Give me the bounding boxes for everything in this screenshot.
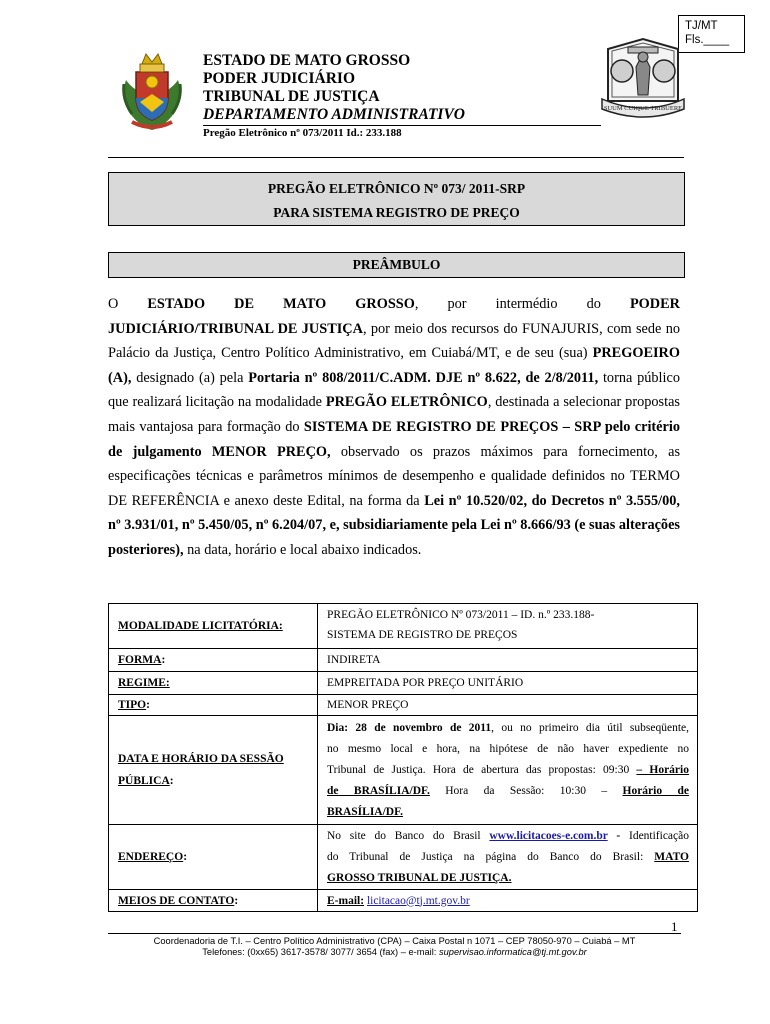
footer-phones: Telefones: (0xx65) 3617-3578/ 3077/ 3654 (fax) – e-mail: — [202, 947, 439, 957]
forma-colon: : — [161, 654, 166, 666]
text-tribunal: JUDICIÁRIO/TRIBUNAL DE JUSTIÇA — [108, 320, 363, 337]
text-funajuris: , por meio dos recursos do FUNAJURIS, com sede no Palácio da Justiça, Centro Político Administrativo, em Cuiabá/MT, e de seu (sua) — [108, 320, 681, 362]
word-por: por — [447, 296, 467, 312]
data-opening-time: Tribunal de Justiça. Hora de abertura das propostas: 09:30 — [327, 763, 637, 776]
forma-label: FORMA — [118, 654, 162, 666]
footer-rule — [108, 933, 681, 934]
text-torna-publico: torna público que realizará licitação na modalidade — [108, 369, 680, 411]
word-o: O — [108, 296, 119, 312]
preambulo-heading: PREÂMBULO — [108, 252, 685, 278]
table-row — [109, 649, 698, 672]
table-row — [109, 825, 698, 890]
footer-address: Coordenadoria de T.I. – Centro Político Administrativo (CPA) – Caixa Postal n 1071 – CEP 78050-970 – Cuiabá – MT — [153, 936, 636, 946]
endereco-dash: - — [607, 829, 629, 842]
state-coat-of-arms-icon — [118, 50, 186, 132]
seal-motto: SUUM CUIQUE TRIBUERE — [603, 105, 683, 112]
data-date: Dia: 28 de novembro de 2011 — [327, 721, 492, 734]
text-designado: designado (a) pela — [131, 369, 249, 386]
data-horario-1: – Horário — [636, 763, 689, 776]
header-subline: Pregão Eletrônico nº 073/2011 Id.: 233.188 — [203, 127, 402, 139]
page-number: 1 — [671, 919, 678, 934]
folio-box — [678, 15, 745, 53]
endereco-colon: : — [183, 851, 188, 863]
word-de: DE — [234, 296, 255, 312]
word-grosso: GROSSO — [355, 296, 415, 312]
text-pregao-eletronico: PREGÃO ELETRÔNICO — [325, 394, 488, 411]
text-destinada: , destinada a selecionar propostas mais vantajosa para formação do — [108, 394, 680, 435]
preambulo-paragraph — [108, 292, 680, 563]
email-link[interactable]: licitacao@tj.mt.gov.br — [366, 894, 470, 907]
header-state: ESTADO DE MATO GROSSO — [203, 52, 411, 69]
text-data-local: na data, horário e local abaixo indicados. — [183, 541, 422, 558]
endereco-grosso: GROSSO TRIBUNAL DE JUSTIÇA. — [327, 871, 512, 884]
word-intermedio: intermédio — [495, 296, 558, 312]
text-srp: SISTEMA DE REGISTRO DE PREÇOS – SRP pelo critério de julgamento MENOR PREÇO, — [108, 418, 680, 460]
endereco-mato: MATO — [654, 850, 689, 863]
letterhead — [203, 52, 465, 124]
endereco-identificacao: Identificação — [628, 829, 689, 842]
header-divider — [108, 157, 684, 158]
table-row — [109, 716, 698, 825]
data-horario-2: Horário de — [622, 784, 689, 797]
text-observado: observado os prazos máximos para fornecimento, as especificações técnicas e parâmetros mínimos de desempenho e qualidade definidos no TERMO DE REFERÊNCIA e anexo deste Edital, na forma da — [108, 443, 681, 509]
endereco-tribunal-text: do Tribunal de Justiça na página do Banco do Brasil: — [327, 850, 655, 863]
endereco-site-text: No site do Banco do Brasil — [327, 829, 490, 842]
table-row — [109, 604, 698, 649]
contato-colon: : — [234, 894, 239, 907]
tipo-value: MENOR PREÇO — [318, 695, 698, 716]
footer-email: supervisao.informatica@tj.mt.gov.br — [438, 947, 587, 957]
modalidade-value-2: SISTEMA DE REGISTRO DE PREÇOS — [327, 629, 518, 641]
court-seal-icon — [598, 37, 688, 119]
title-line-2: PARA SISTEMA REGISTRO DE PREÇO — [273, 205, 520, 220]
text-leis: Lei nº 10.520/02, do Decretos nº 3.555/00, nº 3.931/01, nº 5.450/05, nº 6.204/07, e, subsidiariamente pela Lei nº 8.666/93 (e suas alterações posteriores), — [108, 492, 680, 558]
word-comma: , — [414, 296, 419, 312]
regime-label: REGIME: — [118, 677, 170, 689]
data-label-2: PÚBLICA — [118, 775, 170, 787]
table-row — [109, 672, 698, 695]
footer — [108, 936, 681, 958]
word-estado: ESTADO — [147, 296, 206, 312]
email-label: E-mail: — [327, 894, 365, 907]
header-court: TRIBUNAL DE JUSTIÇA — [203, 88, 380, 105]
word-do: do — [586, 296, 601, 312]
title-line-1: PREGÃO ELETRÔNICO Nº 073/ 2011-SRP — [267, 181, 526, 196]
regime-value: EMPREITADA POR PREÇO UNITÁRIO — [318, 672, 698, 695]
contato-label: MEIOS DE CONTATO — [118, 894, 235, 907]
folio-label: TJ/MT — [685, 20, 718, 32]
text-portaria: Portaria nº 808/2011/C.ADM. DJE nº 8.622, de 2/8/2011, — [248, 369, 599, 386]
data-brasilia-2: BRASÍLIA/DF. — [327, 805, 403, 818]
forma-value: INDIRETA — [318, 649, 698, 672]
licitacoes-link[interactable]: www.licitacoes-e.com.br — [489, 829, 608, 842]
data-brasilia-1: de BRASÍLIA/DF. — [327, 784, 430, 797]
modalidade-label: MODALIDADE LICITATÓRIA: — [118, 620, 283, 632]
word-poder: PODER — [629, 296, 680, 312]
folio-number: Fls.____ — [685, 34, 730, 46]
endereco-label: ENDEREÇO — [118, 851, 184, 863]
table-row — [109, 695, 698, 716]
table-row — [109, 890, 698, 912]
data-colon: : — [169, 775, 174, 787]
data-session-time: Hora da Sessão: 10:30 – — [429, 784, 623, 797]
data-line-2: no mesmo local e hora, na hipótese de não haver expediente no — [327, 742, 689, 755]
header-department: DEPARTAMENTO ADMINISTRATIVO — [203, 106, 465, 123]
modalidade-value-1: PREGÃO ELETRÔNICO Nº 073/2011 – ID. n.º 233.188- — [327, 609, 595, 621]
tipo-colon: : — [146, 699, 150, 711]
header-power: PODER JUDICIÁRIO — [203, 70, 355, 87]
header-rule — [203, 125, 601, 126]
tipo-label: TIPO — [118, 699, 147, 711]
data-label-1: DATA E HORÁRIO DA SESSÃO — [118, 753, 284, 765]
title-box — [108, 172, 685, 226]
data-date-note: , ou no primeiro dia útil subseqüente, — [491, 721, 689, 734]
bid-info-table — [108, 603, 698, 912]
word-mato: MATO — [283, 296, 327, 312]
text-pregoeiro: PREGOEIRO (A), — [108, 345, 680, 386]
